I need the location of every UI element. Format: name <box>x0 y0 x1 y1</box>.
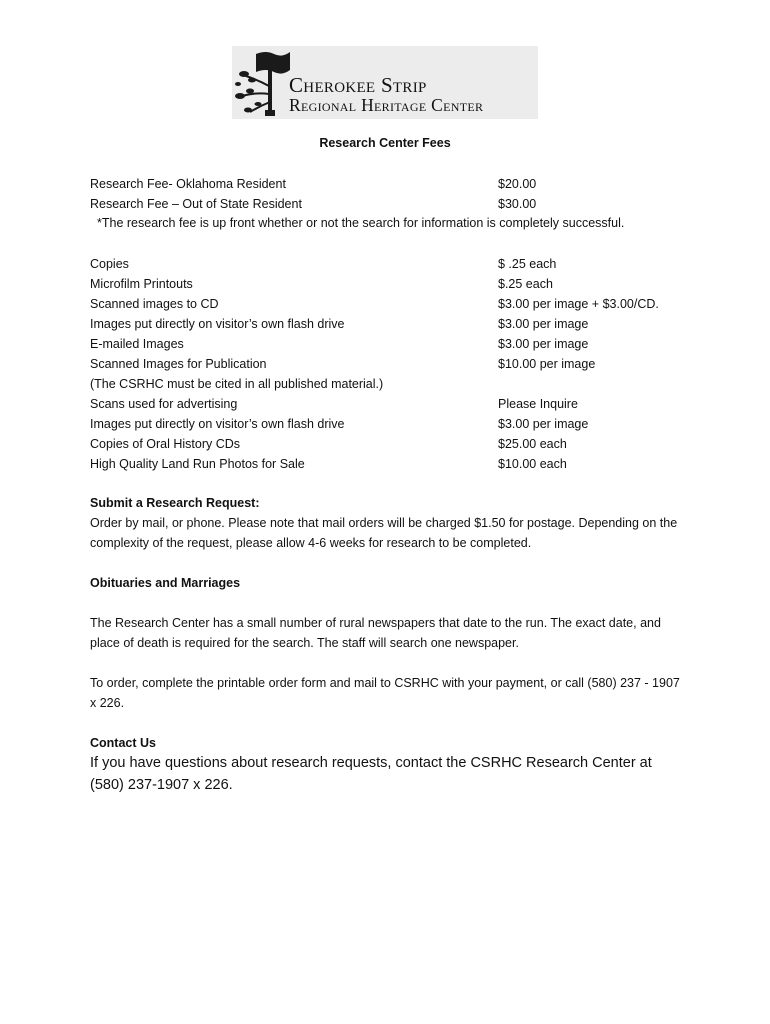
fee-label: Images put directly on visitor’s own flash drive <box>90 417 345 431</box>
fee-label: Images put directly on visitor’s own flash drive <box>90 317 345 331</box>
fee-label: Scans used for advertising <box>90 397 238 411</box>
fee-label: High Quality Land Run Photos for Sale <box>90 457 305 471</box>
logo <box>232 46 538 119</box>
fee-price: $30.00 <box>498 197 537 211</box>
fee-price: $3.00 per image + $3.00/CD. <box>498 297 659 311</box>
flag-tree-icon <box>232 46 292 119</box>
logo-line2: Regional Heritage Center <box>289 95 484 115</box>
fee-price: $3.00 per image <box>498 337 589 351</box>
submit-text: Order by mail, or phone. Please note that mail orders will be charged $1.50 for postage. Depending on the complexity of the request, please allow 4-6 weeks for research to be completed. <box>90 516 678 550</box>
fee-price: $ .25 each <box>498 257 557 271</box>
fee-price: $.25 each <box>498 277 553 291</box>
fee-price: Please Inquire <box>498 397 578 411</box>
fee-label: Research Fee – Out of State Resident <box>90 197 302 211</box>
contact-heading: Contact Us <box>90 736 156 750</box>
contact-text: If you have questions about research requests, contact the CSRHC Research Center at (580) 237-1907 x 226. <box>90 755 652 793</box>
fee-label: E-mailed Images <box>90 337 184 351</box>
fee-label: Copies <box>90 257 129 271</box>
fee-price: $10.00 each <box>498 457 567 471</box>
fee-label: Research Fee- Oklahoma Resident <box>90 177 286 191</box>
logo-line1: Cherokee Strip <box>289 73 427 97</box>
obituaries-heading: Obituaries and Marriages <box>90 576 241 590</box>
fee-label: Microfilm Printouts <box>90 277 193 291</box>
fee-price: $20.00 <box>498 177 537 191</box>
obituaries-text: The Research Center has a small number of rural newspapers that date to the run. The exact date, and place of death is required for the search. The staff will search one newspaper. <box>90 616 661 650</box>
fee-label: Copies of Oral History CDs <box>90 437 241 451</box>
page-title: Research Center Fees <box>319 136 451 150</box>
order-text: To order, complete the printable order form and mail to CSRHC with your payment, or call (580) 237 - 1907 x 226. <box>90 676 680 710</box>
fee-price: $3.00 per image <box>498 317 589 331</box>
fee-price: $25.00 each <box>498 437 567 451</box>
fee-label: Scanned Images for Publication <box>90 357 267 371</box>
fee-label: (The CSRHC must be cited in all published material.) <box>90 377 384 391</box>
fee-price: $3.00 per image <box>498 417 589 431</box>
research-note: *The research fee is up front whether or not the search for information is completely successful. <box>97 216 625 230</box>
submit-heading: Submit a Research Request: <box>90 496 260 510</box>
fee-price: $10.00 per image <box>498 357 596 371</box>
fee-label: Scanned images to CD <box>90 297 219 311</box>
